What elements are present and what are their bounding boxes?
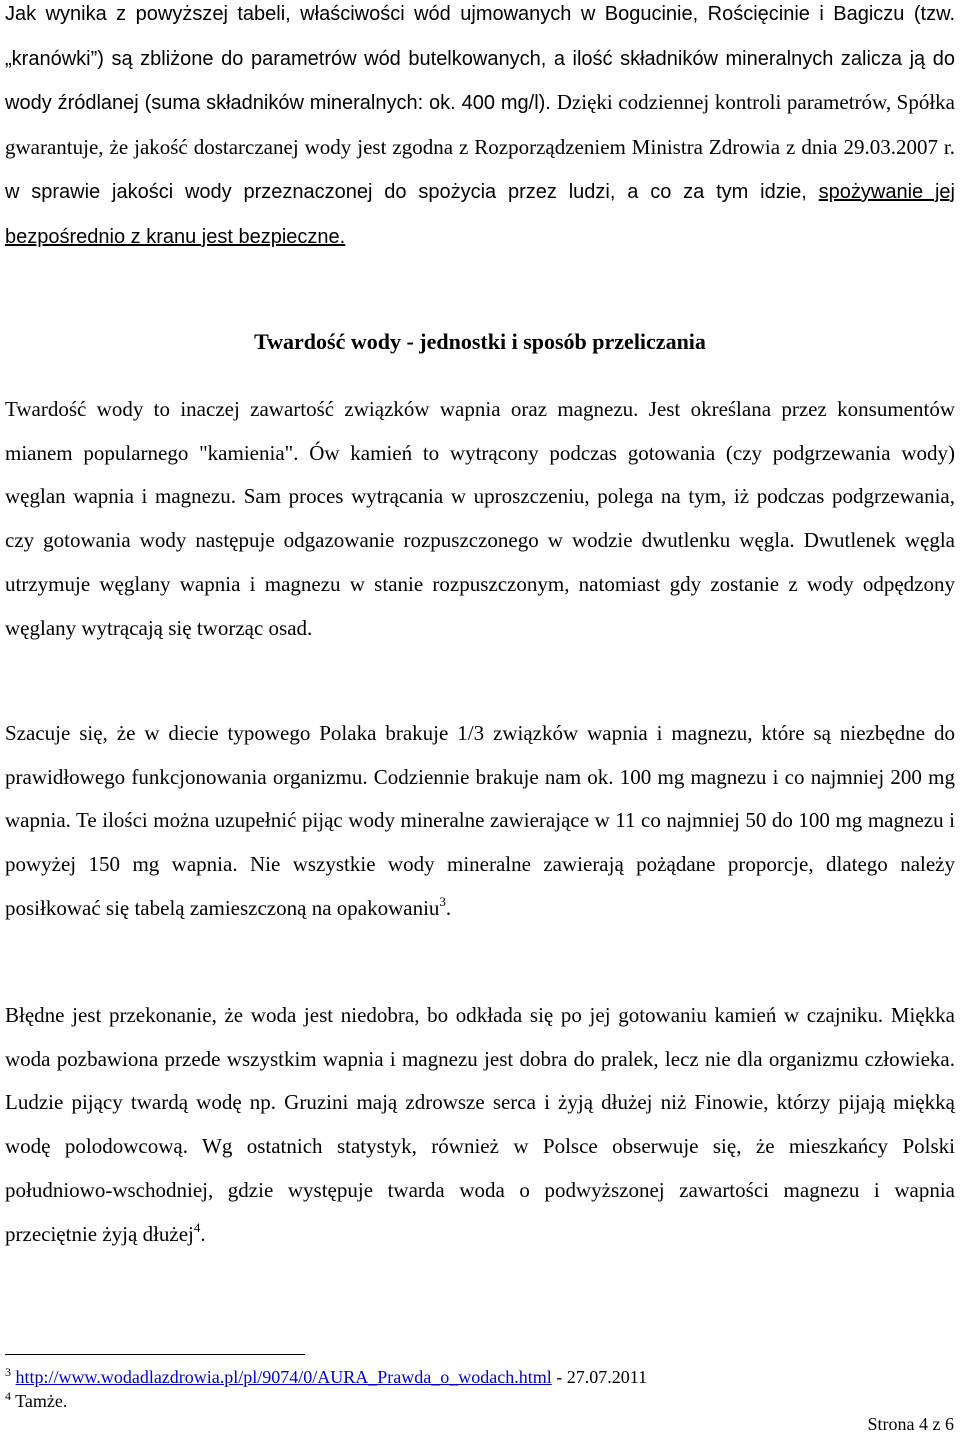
footnote-link[interactable]: http://www.wodadlazdrowia.pl/pl/9074/0/AURA_Prawda_o_wodach.html (15, 1367, 552, 1387)
text-segment: Błędne jest przekonanie, że woda jest niedobra, bo odkłada się po jej gotowaniu kamień w czajniku. Miękka woda pozbawiona przede wszystkim wapnia i magnezu jest dobra do pralek, lecz nie dla organizmu człowieka. Ludzie pijący twardą wodę np. Gruzini mają zdrowsze serca i żyją dłużej niż Finowie, którzy pijają miękką wodę polodowcową. Wg ostatnich statystyk, również w Polsce obserwuje się, że mieszkańcy Polski południowo-wschodniej, gdzie występuje twarda woda o podwyższonej zawartości magnezu i wapnia przeciętnie żyją dłużej (5, 1003, 955, 1246)
footnote-text: Tamże. (11, 1391, 68, 1411)
text-segment: Szacuje się, że w diecie typowego Polaka brakuje 1/3 związków wapnia i magnezu, które są niezbędne do prawidłowego funkcjonowania organizmu. Codziennie brakuje nam ok. 100 mg magnezu i co najmniej 200 mg wapnia. Te ilości można uzupełnić pijąc wody mineralne zawierające w 11 co najmniej 50 do 100 mg magnezu i powyżej 150 mg wapnia. Nie wszystkie wody mineralne zawierają pożądane proporcje, dlatego należy posiłkować się tabelą zamieszczoną na opakowaniu (5, 721, 955, 920)
paragraph-tap-water-quality (5, 0, 955, 259)
footnote-divider (5, 1354, 305, 1355)
text-segment: Jak wynika z powyższej tabeli, właściwości wód ujmowanych w Bogucinie, Rościęcinie i Bagiczu (tzw. „kranówki”) są zbliżone do parametrów wód butelkowanych, a ilość składników mineralnych zalicza ją do wody źródlanej (suma składników mineralnych: ok. 400 mg/l). (5, 3, 955, 115)
footnote-number: 4 (5, 1389, 11, 1403)
underlined-statement: spożywanie jej bezpośrednio z kranu jest bezpieczne. (5, 180, 955, 248)
footnote-number: 3 (5, 1365, 11, 1379)
text-segment: . (445, 895, 452, 920)
footnote-ref[interactable]: 4 (193, 1219, 201, 1235)
section-heading: Twardość wody - jednostki i sposób przeliczania (254, 329, 706, 354)
footnote-date: - 27.07.2011 (551, 1367, 648, 1387)
text-segment: w sprawie jakości wody przeznaczonej do spożycia przez ludzi, a co za tym idzie, (5, 180, 819, 203)
footnote-3 (5, 1366, 647, 1388)
paragraph-hard-water-myth (5, 994, 955, 1256)
text-segment: Twardość wody to inaczej zawartość związków wapnia oraz magnezu. Jest określana przez konsumentów mianem popularnego "kamienia". Ów kamień to wytrącony podczas gotowania (czy podgrzewania wody) węglan wapnia i magnezu. Sam proces wytrącania w uproszczeniu, polega na tym, iż podczas podgrzewania, czy gotowania wody następuje odgazowanie rozpuszczonego w wodzie dwutlenku węgla. Dwutlenek węgla utrzymuje węglany wapnia i magnezu w stanie rozpuszczonym, natomiast gdy zostanie z wody odpędzony węglany wytrącają się tworząc osad. (5, 397, 955, 640)
text-segment: Dzięki codziennej kontroli parametrów, Spółka gwarantuje, że jakość dostarczanej wody jest zgodna z Rozporządzeniem Ministra Zdrowia z dnia 29.03.2007 r. (5, 90, 955, 160)
paragraph-calcium-magnesium (5, 712, 955, 931)
page-number: Strona 4 z 6 (867, 1414, 954, 1434)
paragraph-water-hardness (5, 388, 955, 650)
text-segment: . (200, 1221, 206, 1246)
footnote-4 (5, 1390, 67, 1412)
footnote-ref[interactable]: 3 (439, 893, 446, 909)
